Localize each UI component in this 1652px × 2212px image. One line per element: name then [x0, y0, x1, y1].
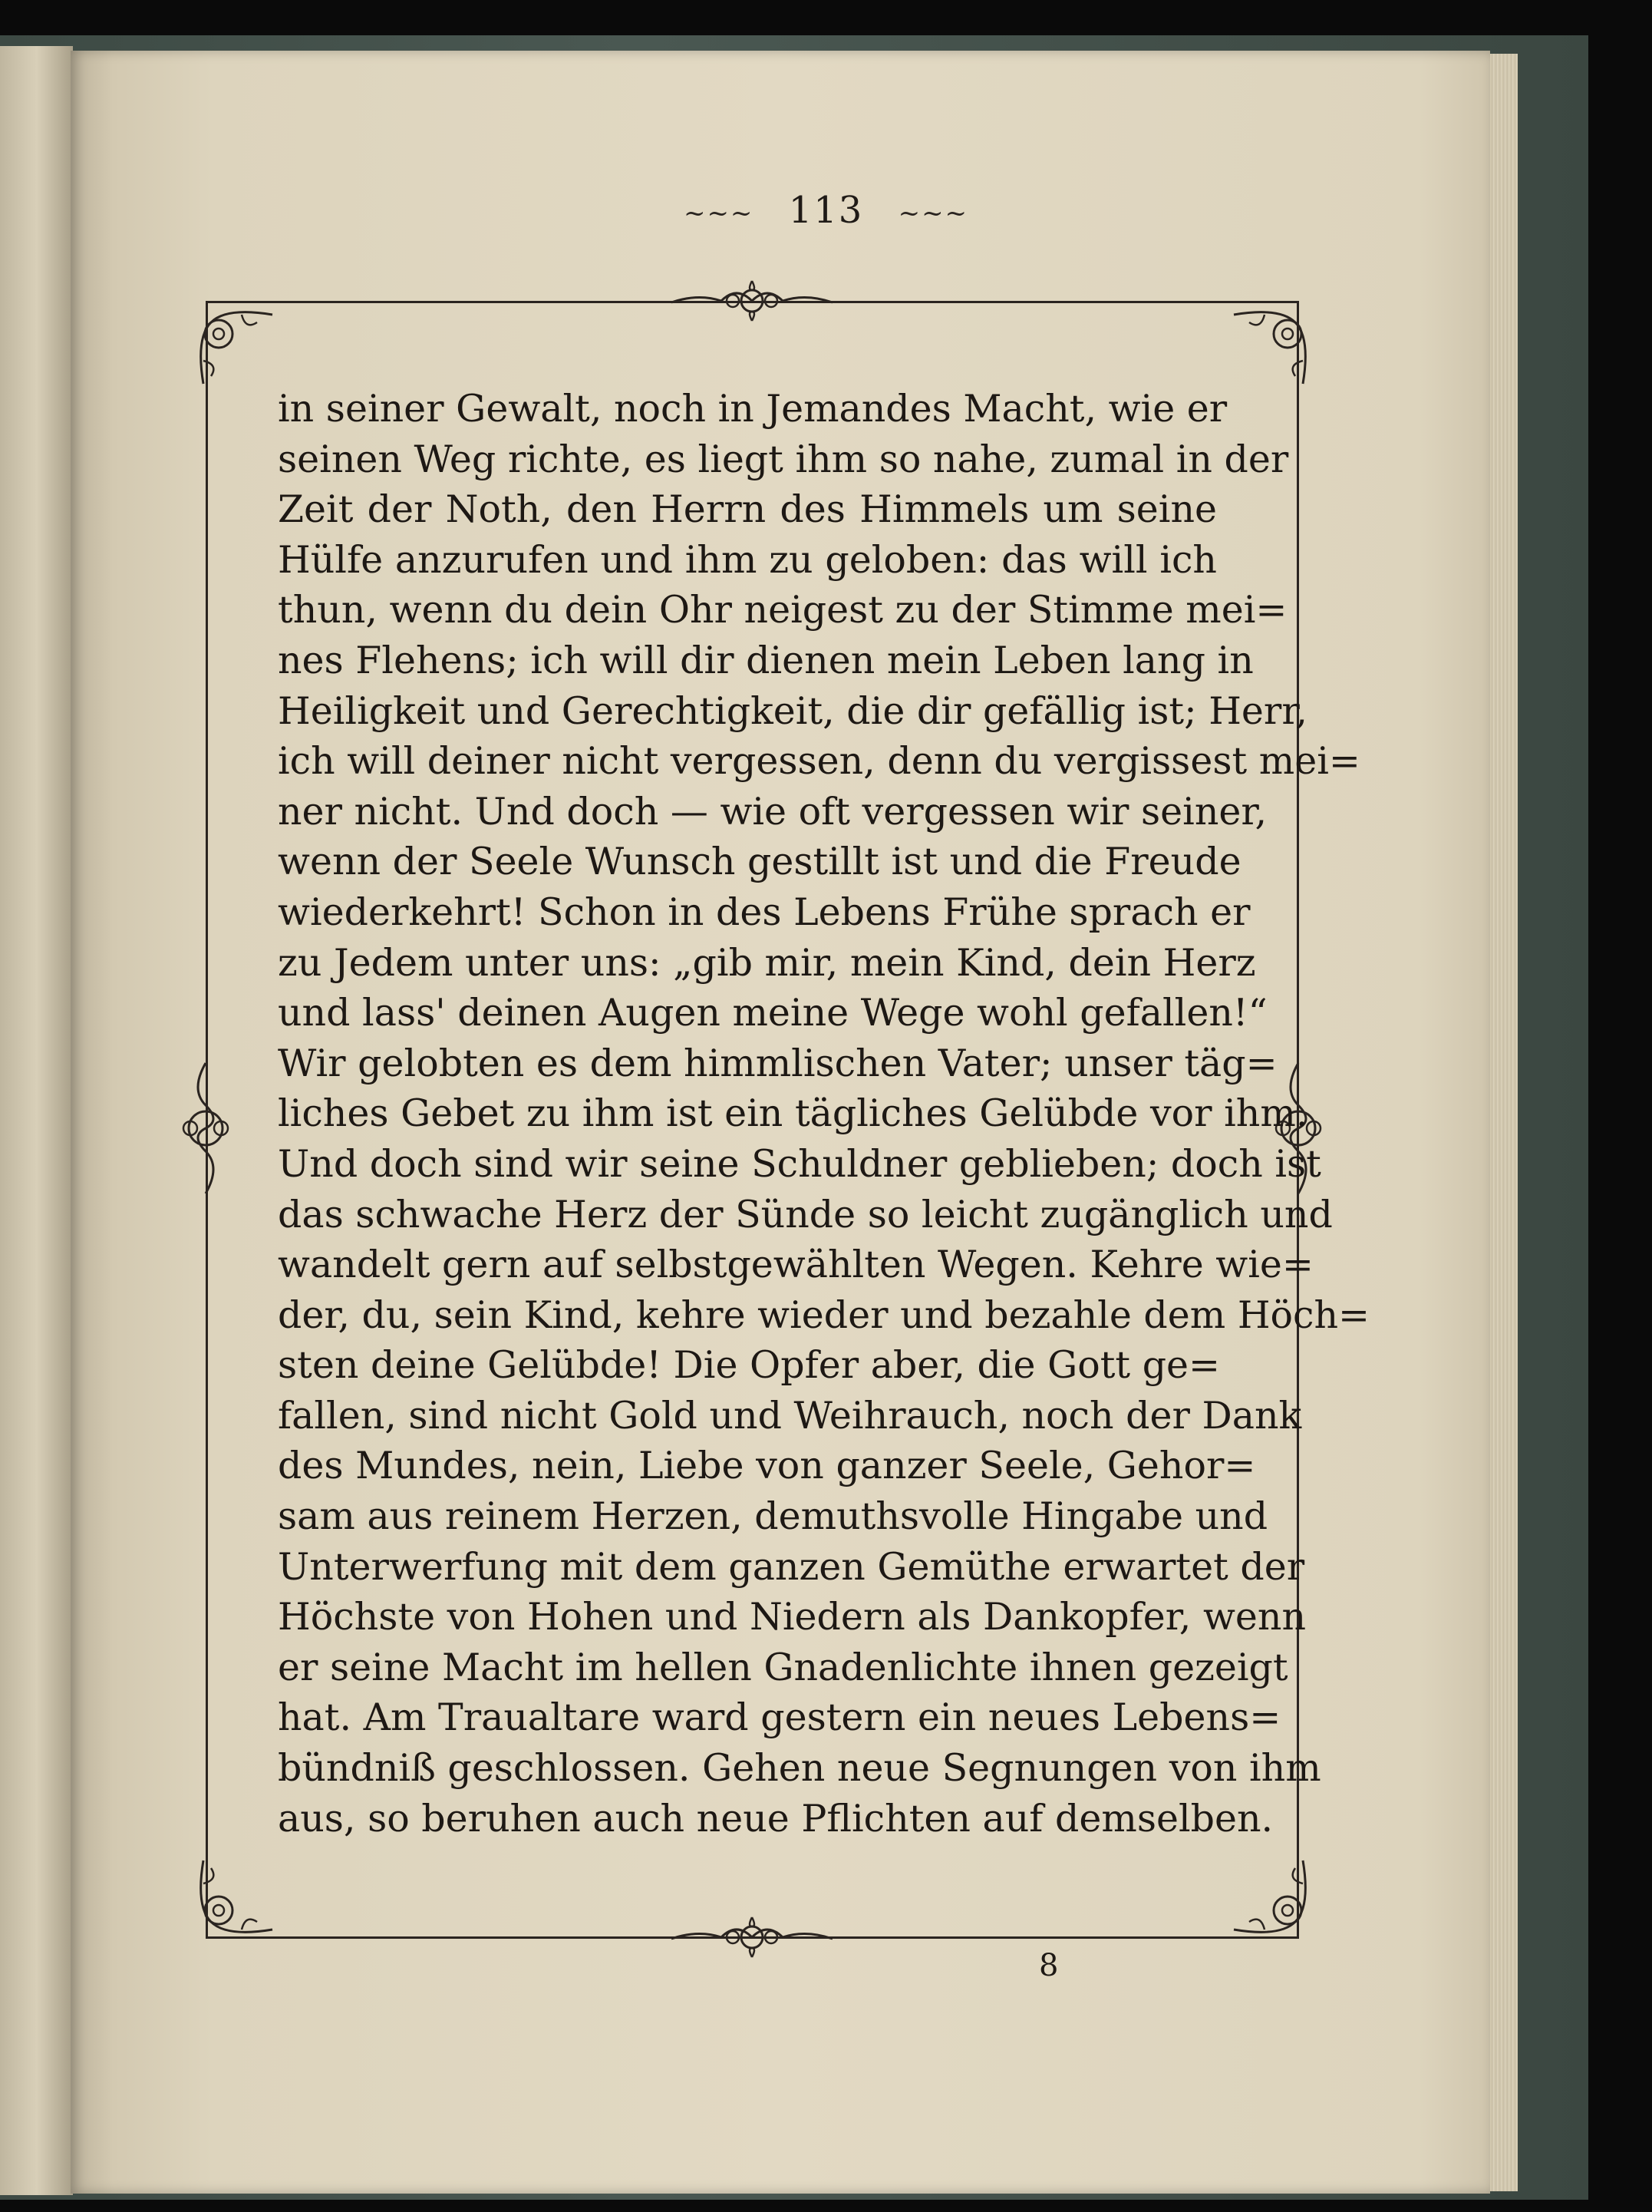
text-line: bündniß geschlossen. Gehen neue Segnungen von ihm [278, 1746, 1321, 1791]
text-line: hat. Am Traualtare ward gestern ein neues Lebens= [278, 1695, 1281, 1740]
bottom-left-corner-ornament [188, 1853, 280, 1953]
text-line: seinen Weg richte, es liegt ihm so nahe, zumal in der [278, 437, 1289, 481]
bottom-right-corner-ornament [1226, 1853, 1318, 1953]
text-line: Unterwerfung mit dem ganzen Gemüthe erwartet der [278, 1544, 1305, 1589]
signature-mark: 8 [1039, 1948, 1059, 1983]
text-line: Höchste von Hohen und Niedern als Dankopfer, wenn [278, 1595, 1307, 1639]
facing-page-edge [0, 46, 73, 2195]
text-line: Und doch sind wir seine Schuldner geblieben; doch ist [278, 1141, 1321, 1186]
text-line: und lass' deinen Augen meine Wege wohl gefallen!“ [278, 991, 1268, 1035]
header-flourish-left: ~~~ [683, 197, 754, 229]
page-number: 113 [788, 189, 864, 232]
text-line: ner nicht. Und doch — wie oft vergessen wir seiner, [278, 789, 1268, 834]
text-line: fallen, sind nicht Gold und Weihrauch, noch der Dank [278, 1393, 1302, 1438]
top-center-ornament [668, 278, 836, 325]
text-line: das schwache Herz der Sünde so leicht zugänglich und [278, 1192, 1333, 1236]
text-line: ich will deiner nicht vergessen, denn du vergissest mei= [278, 739, 1360, 784]
page-header [0, 189, 1652, 232]
text-line: in seiner Gewalt, noch in Jemandes Macht, wie er [278, 387, 1228, 431]
text-line: wandelt gern auf selbstgewählten Wegen. Kehre wie= [278, 1243, 1314, 1287]
text-line: aus, so beruhen auch neue Pflichten auf demselben. [278, 1796, 1274, 1841]
left-middle-ornament [167, 1059, 244, 1197]
text-line: wenn der Seele Wunsch gestillt ist und die Freude [278, 840, 1241, 884]
text-line: Hülfe anzurufen und ihm zu geloben: das will ich [278, 537, 1217, 582]
text-line: Wir gelobten es dem himmlischen Vater; unser täg= [278, 1041, 1278, 1085]
text-line: liches Gebet zu ihm ist ein tägliches Gelübde vor ihm. [278, 1091, 1308, 1136]
text-line: des Mundes, nein, Liebe von ganzer Seele, Gehor= [278, 1444, 1256, 1488]
top-left-corner-ornament [188, 292, 280, 391]
header-flourish-right: ~~~ [898, 197, 969, 229]
text-line: sten deine Gelübde! Die Opfer aber, die Gott ge= [278, 1343, 1221, 1388]
page-block-edges [1490, 54, 1518, 2191]
bottom-center-ornament [668, 1914, 836, 1962]
text-line: wiederkehrt! Schon in des Lebens Frühe sprach er [278, 890, 1251, 934]
top-right-corner-ornament [1226, 292, 1318, 391]
text-line: thun, wenn du dein Ohr neigest zu der Stimme mei= [278, 588, 1288, 632]
text-line: sam aus reinem Herzen, demuthsvolle Hingabe und [278, 1494, 1268, 1539]
text-line: der, du, sein Kind, kehre wieder und bezahle dem Höch= [278, 1293, 1370, 1337]
text-line: er seine Macht im hellen Gnadenlichte ihnen gezeigt [278, 1645, 1288, 1689]
text-line: Heiligkeit und Gerechtigkeit, die dir gefällig ist; Herr, [278, 688, 1307, 733]
text-line: nes Flehens; ich will dir dienen mein Leben lang in [278, 638, 1254, 682]
text-line: Zeit der Noth, den Herrn des Himmels um seine [278, 487, 1217, 532]
body-text [278, 384, 1370, 1844]
text-line: zu Jedem unter uns: „gib mir, mein Kind, dein Herz [278, 940, 1256, 985]
